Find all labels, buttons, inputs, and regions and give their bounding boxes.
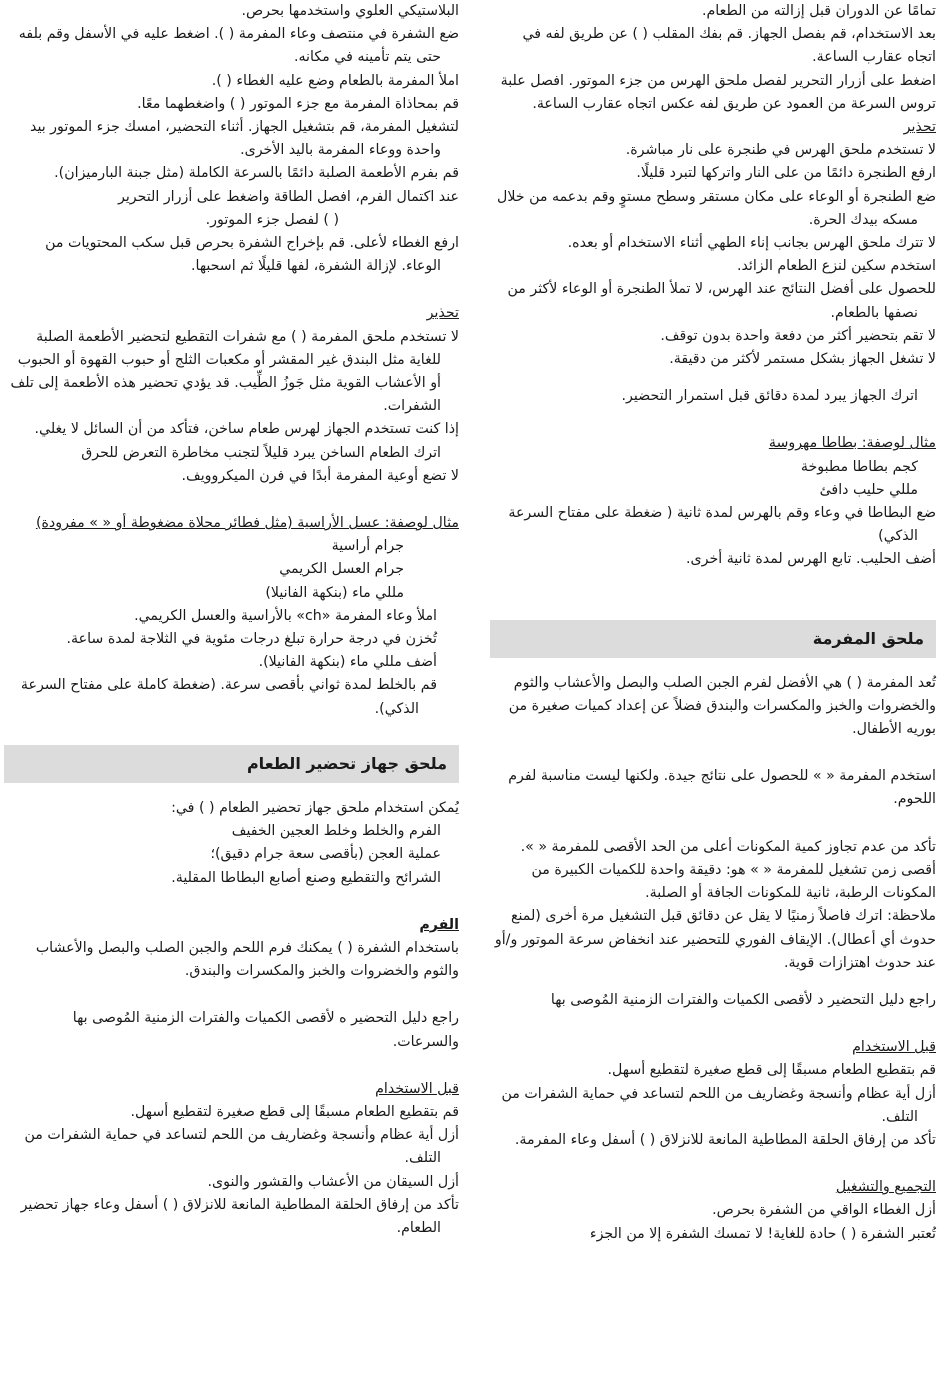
paragraph: راجع دليل التحضير ه لأقصى الكميات والفترات الزمنية المُوصى بها والسرعات.: [72, 1010, 459, 1050]
warning-note: اترك الجهاز يبرد لمدة دقائق قبل استمرار التحضير.: [621, 388, 918, 405]
recipe-step: ضع البطاطا في وعاء وقم بالهرس لمدة ثانية ( ضغطة على مفتاح السرعة الذكي): [508, 505, 936, 545]
paragraph: ( ) لفصل جزء الموتور.: [205, 211, 339, 228]
warning-item: لا تترك ملحق الهرس بجانب إناء الطهي أثناء الاستخدام أو بعده.: [567, 235, 936, 252]
list-item: أزل السيقان من الأعشاب والقشور والنوى.: [207, 1173, 459, 1190]
warning-item: لا تستخدم ملحق الهرس في طنجرة على نار مباشرة.: [625, 142, 936, 159]
warning-item: لا تضع أوعية المفرمة أبدًا في فرن الميكروويف.: [181, 467, 459, 484]
subsection-heading: التجميع والتشغيل: [835, 1179, 936, 1196]
list-item: تُعتبر الشفرة ( ) حادة للغاية! لا تمسك الشفرة إلا من الجزء: [589, 1225, 936, 1242]
paragraph: تأكد من عدم تجاوز كمية المكونات أعلى من الحد الأقصى للمفرمة « ». أقصى زمن تشغيل للمفرمة « » هو: دقيقة واحدة للكميات الكبيرة من المكونات الرطبة، ثانية للمكونات الجافة أو الصلبة.: [520, 838, 936, 902]
subsection-heading: قبل الاستخدام: [852, 1039, 936, 1056]
recipe-step: تُخزن في درجة حرارة تبلغ درجات مئوية في الثلاجة لمدة ساعة.: [66, 631, 437, 648]
recipe-heading: مثال لوصفة: عسل الأراسية (مثل فطائر محلاة مضغوطة أو « » مفرودة): [35, 515, 459, 532]
ingredient: جرام العسل الكريمي: [279, 561, 404, 578]
right-column: [490, 0, 936, 1246]
recipe-step: املأ وعاء المفرمة «ch» بالأراسية والعسل الكريمي.: [134, 607, 437, 624]
paragraph: باستخدام الشفرة ( ) يمكنك فرم اللحم والجبن الصلب والبصل والأعشاب والثوم والخضروات والخبز والمكسرات والبندق.: [35, 939, 459, 980]
list-item: قم بتقطيع الطعام مسبقًا إلى قطع صغيرة لتقطيع أسهل.: [607, 1062, 936, 1079]
recipe-step: قم بالخلط لمدة ثواني بأقصى سرعة. (ضغطة كاملة على مفتاح السرعة الذكي).: [20, 677, 437, 717]
list-item: الفرم والخلط وخلط العجين الخفيف: [231, 823, 441, 840]
list-item: أزل الغطاء الواقي من الشفرة بحرص.: [712, 1202, 936, 1219]
warning-heading: تحذير: [903, 119, 936, 136]
warning-item: لا تشغل الجهاز بشكل مستمر لأكثر من دقيقة.: [669, 351, 936, 368]
warning-item: ارفع الطنجرة دائمًا من على النار واتركها لتبرد قليلًا.: [636, 165, 936, 182]
ingredient: كجم بطاطا مطبوخة: [800, 458, 918, 475]
paragraph: ضع الشفرة في منتصف وعاء المفرمة ( ). اضغط عليه في الأسفل وقم بلفه حتى يتم تأمينه في مكانه.: [18, 26, 459, 66]
subsection-heading: الفرم: [419, 916, 459, 933]
recipe-heading: مثال لوصفة: بطاطا مهروسة: [768, 435, 936, 452]
subsection-heading: قبل الاستخدام: [375, 1080, 459, 1097]
list-item: الشرائح والتقطيع وصنع أصابع البطاطا المقلية.: [171, 869, 441, 886]
list-item: أزل أية عظام وأنسجة وغضاريف من اللحم لتساعد في حماية الشفرات من التلف.: [501, 1085, 936, 1125]
paragraph: اضغط على أزرار التحرير لفصل ملحق الهرس من جزء الموتور. افصل علبة تروس السرعة من العمود عن طريق لفه عكس اتجاه عقارب الساعة.: [500, 72, 936, 112]
paragraph: بعد الاستخدام، قم بفصل الجهاز. قم بفك المقلب ( ) عن طريق لفه في اتجاه عقارب الساعة.: [522, 26, 936, 66]
list-item: أزل أية عظام وأنسجة وغضاريف من اللحم لتساعد في حماية الشفرات من التلف.: [24, 1127, 459, 1167]
paragraph: راجع دليل التحضير د لأقصى الكميات والفترات الزمنية المُوصى بها: [550, 991, 936, 1008]
ingredient: جرام أراسية: [331, 538, 404, 555]
left-column: [4, 0, 459, 1240]
paragraph: قم بفرم الأطعمة الصلبة دائمًا بالسرعة الكاملة (مثل جبنة البارميزان).: [54, 165, 459, 182]
warning-item: للحصول على أفضل النتائج عند الهرس، لا تملأ الطنجرة أو الوعاء لأكثر من نصفها بالطعام.: [507, 281, 936, 321]
list-item: قم بتقطيع الطعام مسبقًا إلى قطع صغيرة لتقطيع أسهل.: [130, 1103, 459, 1120]
recipe-step: أضف مللي ماء (بنكهة الفانيلا).: [258, 654, 437, 671]
paragraph: عند اكتمال الفرم، افصل الطاقة واضغط على أزرار التحرير: [118, 188, 459, 205]
ingredient: مللي حليب دافئ: [819, 481, 918, 498]
paragraph: يُمكن استخدام ملحق جهاز تحضير الطعام ( ) في:: [171, 799, 459, 816]
paragraph: استخدم المفرمة « » للحصول على نتائج جيدة. ولكنها ليست مناسبة لفرم اللحوم.: [508, 768, 936, 808]
list-item: تأكد من إرفاق الحلقة المطاطية المانعة للانزلاق ( ) أسفل وعاء جهاز تحضير الطعام.: [20, 1196, 459, 1236]
warning-item: ضع الطنجرة أو الوعاء على مكان مستقر وسطح مستوٍ وقم بدعمه من خلال مسكه بيدك الحرة.: [497, 188, 936, 228]
warning-item: لا تستخدم ملحق المفرمة ( ) مع شفرات التقطيع لتحضير الأطعمة الصلبة للغاية مثل البندق غير المقشر أو مكعبات الثلج أو حبوب القهوة أو الحبوب أو الأعشاب القوية مثل جَوزُ الطِّيب. قد يؤدي تحضير هذه الأطعمة إلى تلف الشفرات.: [10, 328, 459, 415]
paragraph: ملاحظة: اترك فاصلاً زمنيًا لا يقل عن دقائق قبل التشغيل مرة أخرى (لمنع حدوث أي أعطال). الإيقاف الفوري للتحضير عند انخفاض سرعة الموتور و/أو عند حدوث اهتزازات قوية.: [494, 908, 936, 971]
warning-heading: تحذير: [426, 305, 459, 322]
paragraph: ارفع الغطاء لأعلى. قم بإخراج الشفرة بحرص قبل سكب المحتويات من الوعاء. لإزالة الشفرة، لفها قليلًا ثم اسحبها.: [45, 235, 459, 275]
section-heading-food-processor: ملحق جهاز تحضير الطعام: [4, 745, 459, 783]
paragraph: قم بمحاذاة المفرمة مع جزء الموتور ( ) واضغطهما معًا.: [137, 95, 459, 112]
paragraph: لتشغيل المفرمة، قم بتشغيل الجهاز. أثناء التحضير، امسك جزء الموتور بيد واحدة ووعاء المفرمة باليد الأخرى.: [30, 119, 459, 159]
warning-item: إذا كنت تستخدم الجهاز لهرس طعام ساخن، فتأكد من أن السائل لا يغلي. اترك الطعام الساخن يبرد قليلاً لتجنب مخاطرة التعرض للحرق: [34, 421, 459, 461]
paragraph: تُعد المفرمة ( ) هي الأفضل لفرم الجبن الصلب والبصل والأعشاب والثوم والخضروات والخبز والمكسرات والبندق فضلاً عن إعداد كميات صغيرة من بوريه الأطفال.: [508, 674, 936, 738]
paragraph: تمامًا عن الدوران قبل إزالته من الطعام.: [701, 3, 936, 19]
warning-item: استخدم سكين لنزع الطعام الزائد.: [736, 258, 936, 275]
recipe-step: أضف الحليب. تابع الهرس لمدة ثانية أخرى.: [686, 551, 936, 568]
warning-item: لا تقم بتحضير أكثر من دفعة واحدة بدون توقف.: [660, 327, 936, 344]
ingredient: مللي ماء (بنكهة الفانيلا): [265, 584, 404, 601]
list-item: عملية العجن (بأقصى سعة جرام دقيق)؛: [210, 846, 441, 863]
list-item: تأكد من إرفاق الحلقة المطاطية المانعة للانزلاق ( ) أسفل وعاء المفرمة.: [514, 1131, 936, 1148]
section-heading-chopper: ملحق المفرمة: [490, 620, 936, 658]
paragraph: املأ المفرمة بالطعام وضع عليه الغطاء ( ).: [211, 72, 459, 89]
paragraph: البلاستيكي العلوي واستخدمها بحرص.: [241, 3, 459, 19]
